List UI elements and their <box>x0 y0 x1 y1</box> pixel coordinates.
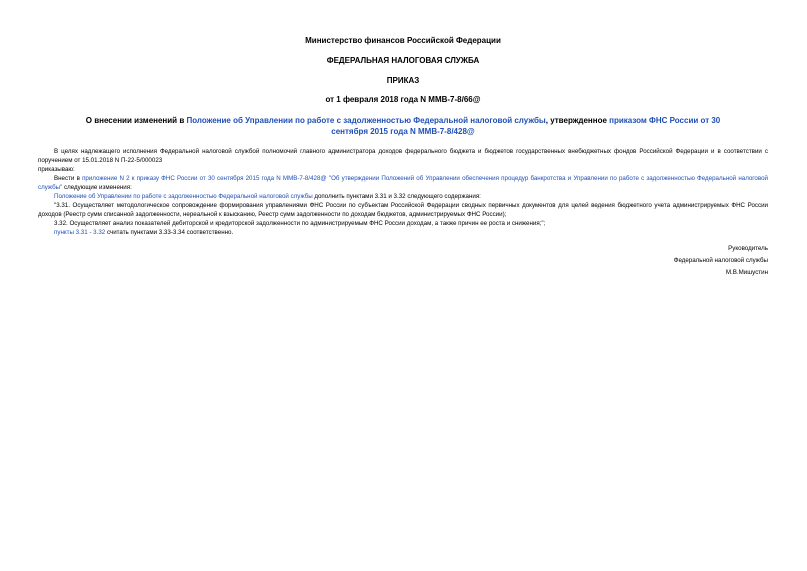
signature-organization: Федеральной налоговой службы <box>673 257 768 264</box>
document-page <box>38 36 768 279</box>
paragraph-order-word: приказываю: <box>38 166 75 173</box>
renumber-link[interactable]: пункты 3.31 - 3.32 <box>54 229 106 236</box>
document-body <box>38 147 768 237</box>
supplement-link[interactable]: Положение об Управлении по работе с задолженностью Федеральной налоговой службы <box>54 193 313 200</box>
paragraph-renumber <box>38 228 768 237</box>
signature-name: М.В.Мишустин <box>725 269 768 276</box>
supplement-suffix: дополнить пунктами 3.31 и 3.32 следующего содержания: <box>312 193 481 200</box>
service-heading: ФЕДЕРАЛЬНАЯ НАЛОГОВАЯ СЛУЖБА <box>326 56 480 65</box>
paragraph-item-3-32: 3.32. Осуществляет анализ показателей дебиторской и кредиторской задолженности по администрируемым ФНС России доходам, а также причин ее роста и снижения;"; <box>54 220 546 227</box>
signature-block <box>38 243 768 279</box>
amendment-suffix: следующие изменения: <box>62 184 132 191</box>
amendment-link[interactable]: приложение N 2 к приказу ФНС России от 30 сентября 2015 года N ММВ-7-8/428@ "Об утверждении Положений об Управлении обеспечения процедур банкротства и Управлении по работе с задолженностью Федеральной налоговой службы" <box>38 175 768 191</box>
order-date-number: от 1 февраля 2018 года N ММВ-7-8/66@ <box>325 95 481 104</box>
amendment-prefix: Внести в <box>54 175 83 182</box>
paragraph-supplement <box>38 192 768 201</box>
paragraph-item-3-31: "3.31. Осуществляет методологическое сопровождение формирования управлениями ФНС России по субъектам Российской Федерации сводных первичных документов для целей ведения бюджетного учета администрируемых ФНС России доходов (Реестр сумм списанной задолженности, нереальной к взысканию, Реестр сумм задолженности по доходам бюджетов, администрируемых ФНС России); <box>38 202 768 218</box>
signature-position: Руководитель <box>728 245 768 252</box>
order-heading: ПРИКАЗ <box>386 76 420 85</box>
renumber-suffix: считать пунктами 3.33-3.34 соответственно. <box>105 229 234 236</box>
paragraph-amendment <box>38 174 768 192</box>
title-link-order[interactable]: приказом ФНС России от 30 сентября 2015 года N ММВ-7-8/428@ <box>331 116 721 136</box>
paragraph-preamble: В целях надлежащего исполнения Федеральной налоговой службой полномочий главного администратора доходов федерального бюджета и бюджетов государственных внебюджетных фондов Российской Федерации и в соответствии с поручением от 15.01.2018 N П-22-5/000023 <box>38 148 768 164</box>
document-title <box>38 115 768 137</box>
title-link-regulation[interactable]: Положение об Управлении по работе с задолженностью Федеральной налоговой службы <box>186 116 546 125</box>
ministry-heading: Министерство финансов Российской Федерации <box>305 36 501 45</box>
title-prefix: О внесении изменений в <box>85 116 187 125</box>
title-middle: , утвержденное <box>545 116 610 125</box>
